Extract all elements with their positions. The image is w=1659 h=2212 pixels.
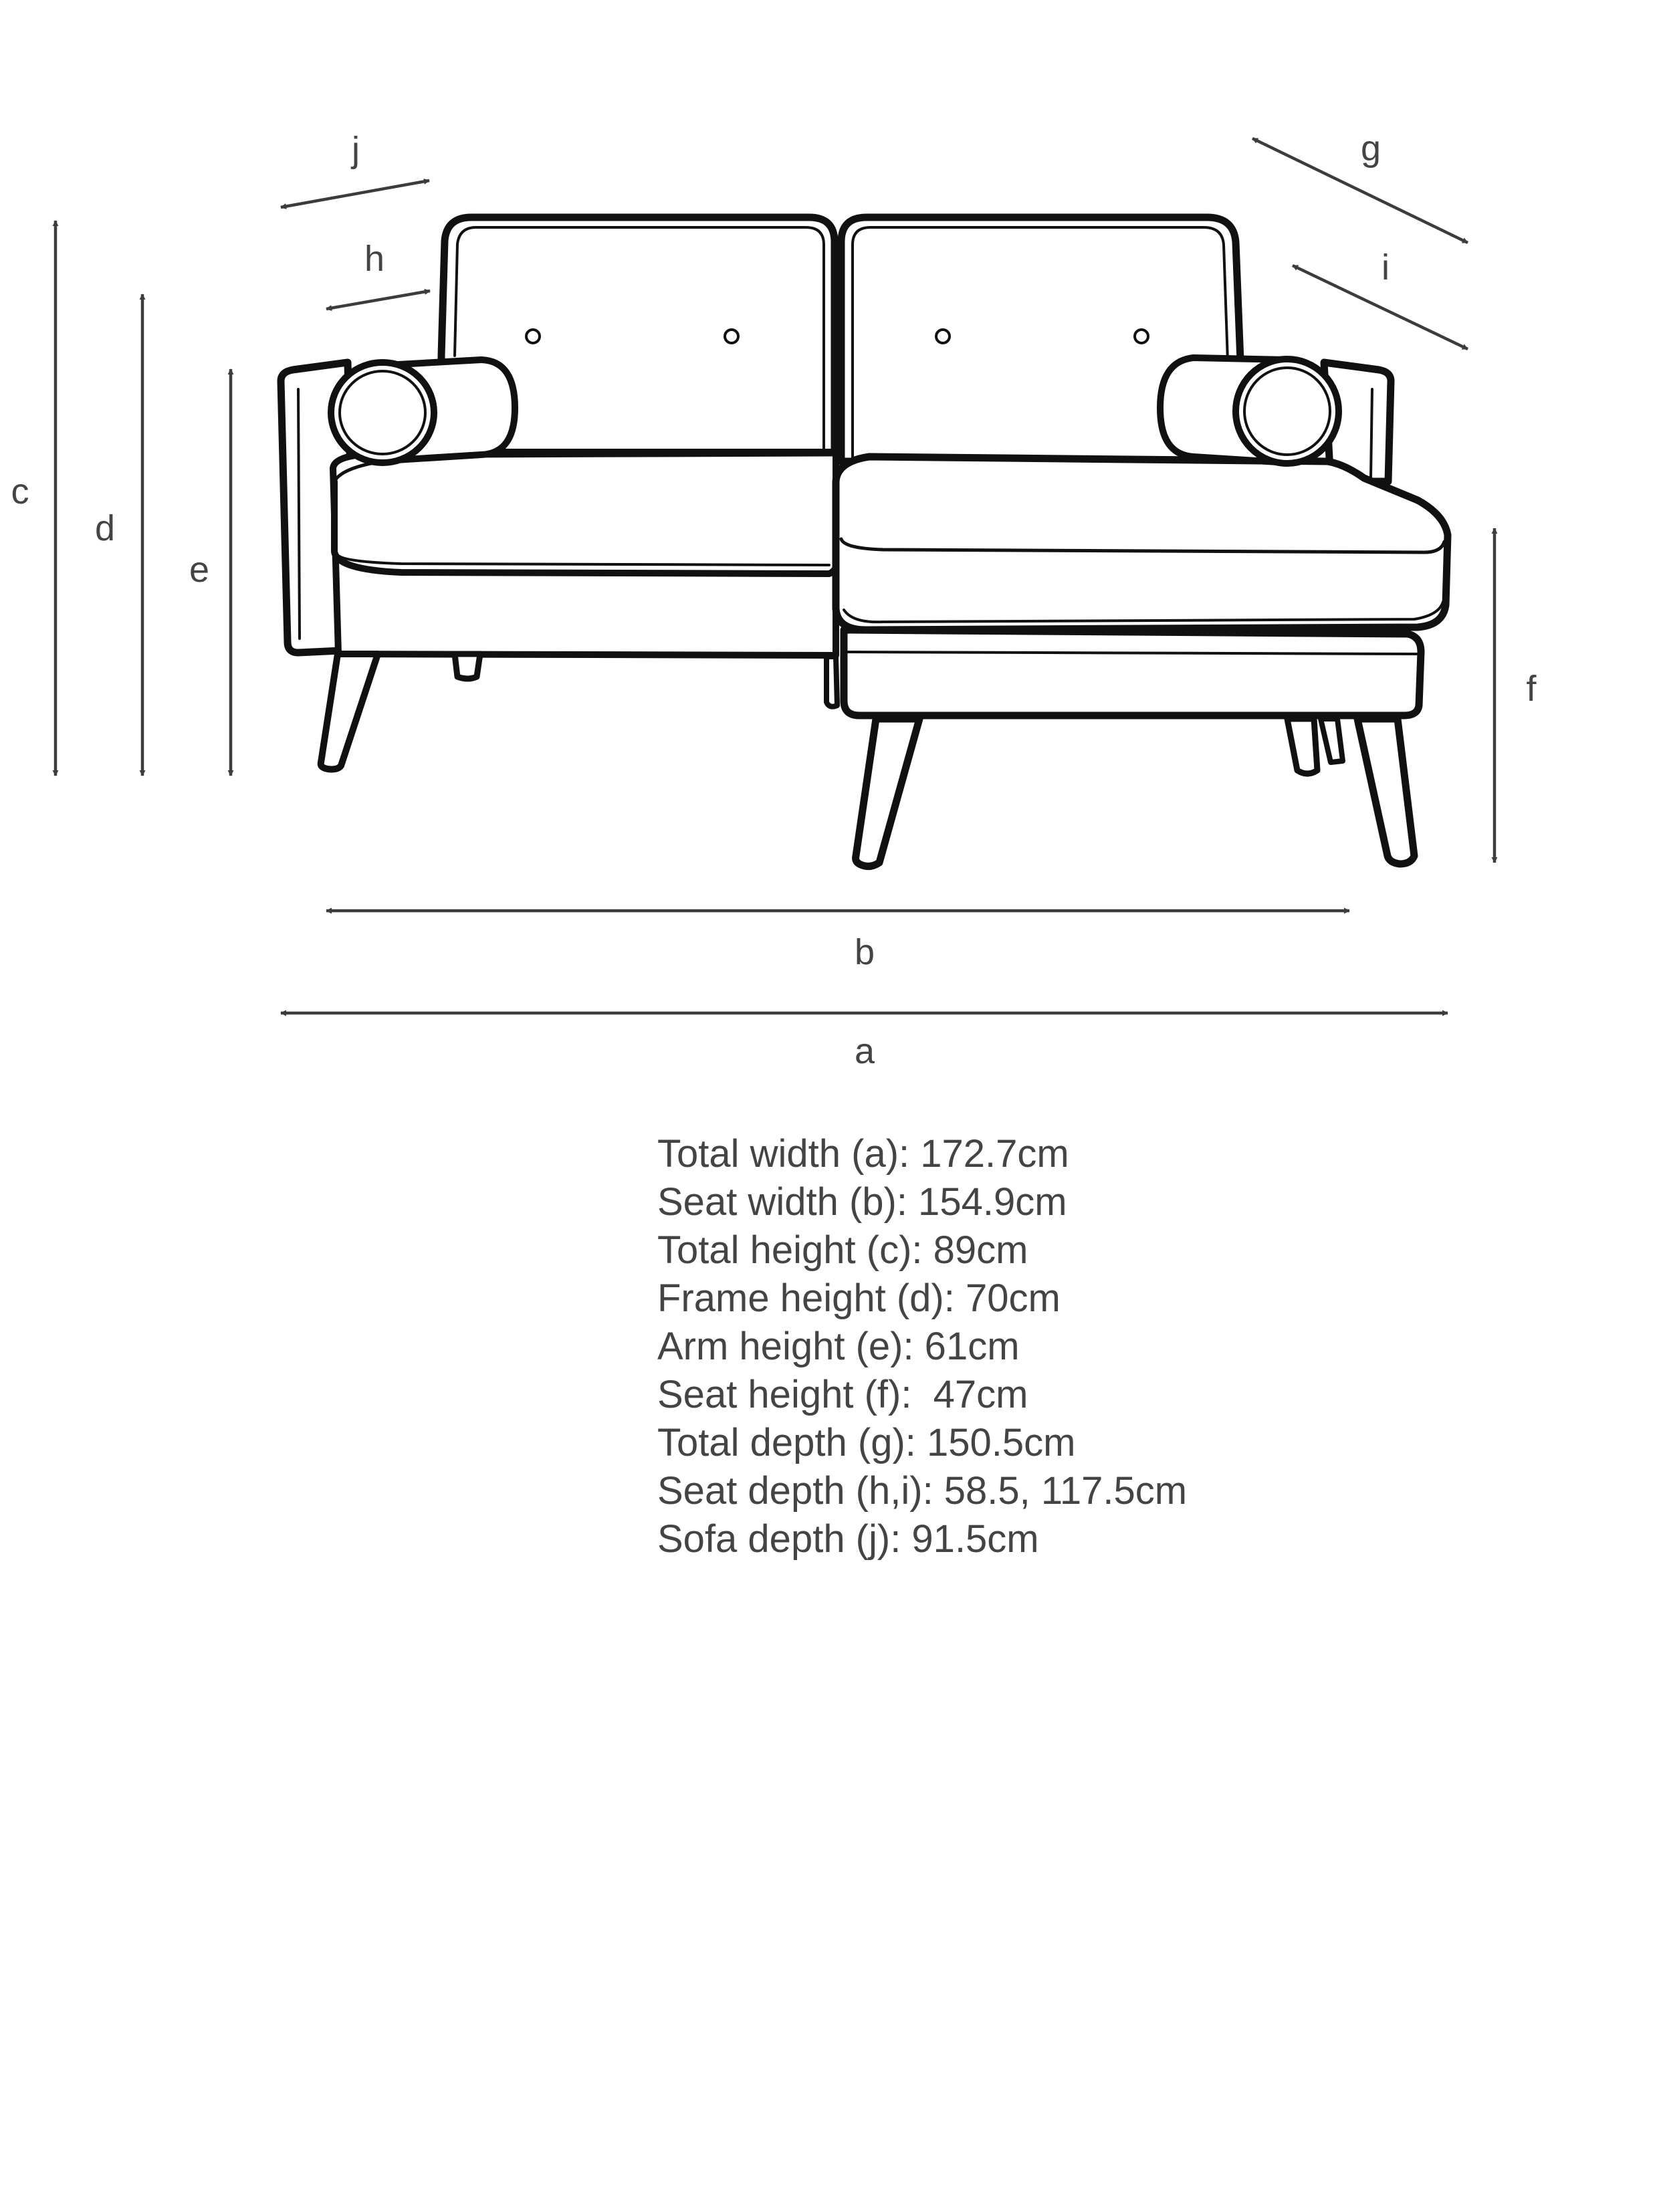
bolster-left xyxy=(331,360,515,463)
chaise-base xyxy=(844,630,1421,715)
sofa-drawing xyxy=(281,217,1448,867)
label-h: h xyxy=(364,239,385,279)
arrow-j xyxy=(281,181,429,207)
label-c: c xyxy=(11,471,29,512)
label-d: d xyxy=(94,508,116,548)
spec-total-height: Total height (c): 89cm xyxy=(657,1228,1028,1272)
button-tuft xyxy=(725,330,738,343)
chaise-seat xyxy=(836,457,1448,630)
left-seat xyxy=(333,452,837,655)
bolster-right xyxy=(1160,358,1339,463)
spec-sofa-depth: Sofa depth (j): 91.5cm xyxy=(657,1517,1039,1561)
label-i: i xyxy=(1381,247,1390,288)
label-g: g xyxy=(1360,128,1381,169)
label-b: b xyxy=(854,932,875,972)
label-f: f xyxy=(1526,669,1537,709)
spec-total-width: Total width (a): 172.7cm xyxy=(657,1132,1069,1176)
spec-arm-height: Arm height (e): 61cm xyxy=(657,1325,1020,1368)
label-e: e xyxy=(189,550,210,590)
spec-seat-height: Seat height (f): 47cm xyxy=(657,1373,1028,1416)
spec-seat-depth: Seat depth (h,i): 58.5, 117.5cm xyxy=(657,1469,1188,1513)
spec-frame-height: Frame height (d): 70cm xyxy=(657,1277,1061,1320)
button-tuft xyxy=(936,330,950,343)
label-j: j xyxy=(352,130,360,170)
button-tuft xyxy=(526,330,540,343)
sofa-dimension-diagram xyxy=(0,0,1659,1103)
arrow-i xyxy=(1293,265,1468,349)
spec-total-depth: Total depth (g): 150.5cm xyxy=(657,1421,1076,1464)
dimension-spec-list xyxy=(657,1130,1527,1563)
label-a: a xyxy=(854,1031,875,1071)
spec-seat-width: Seat width (b): 154.9cm xyxy=(657,1180,1067,1224)
button-tuft xyxy=(1135,330,1148,343)
arrow-h xyxy=(326,291,430,309)
